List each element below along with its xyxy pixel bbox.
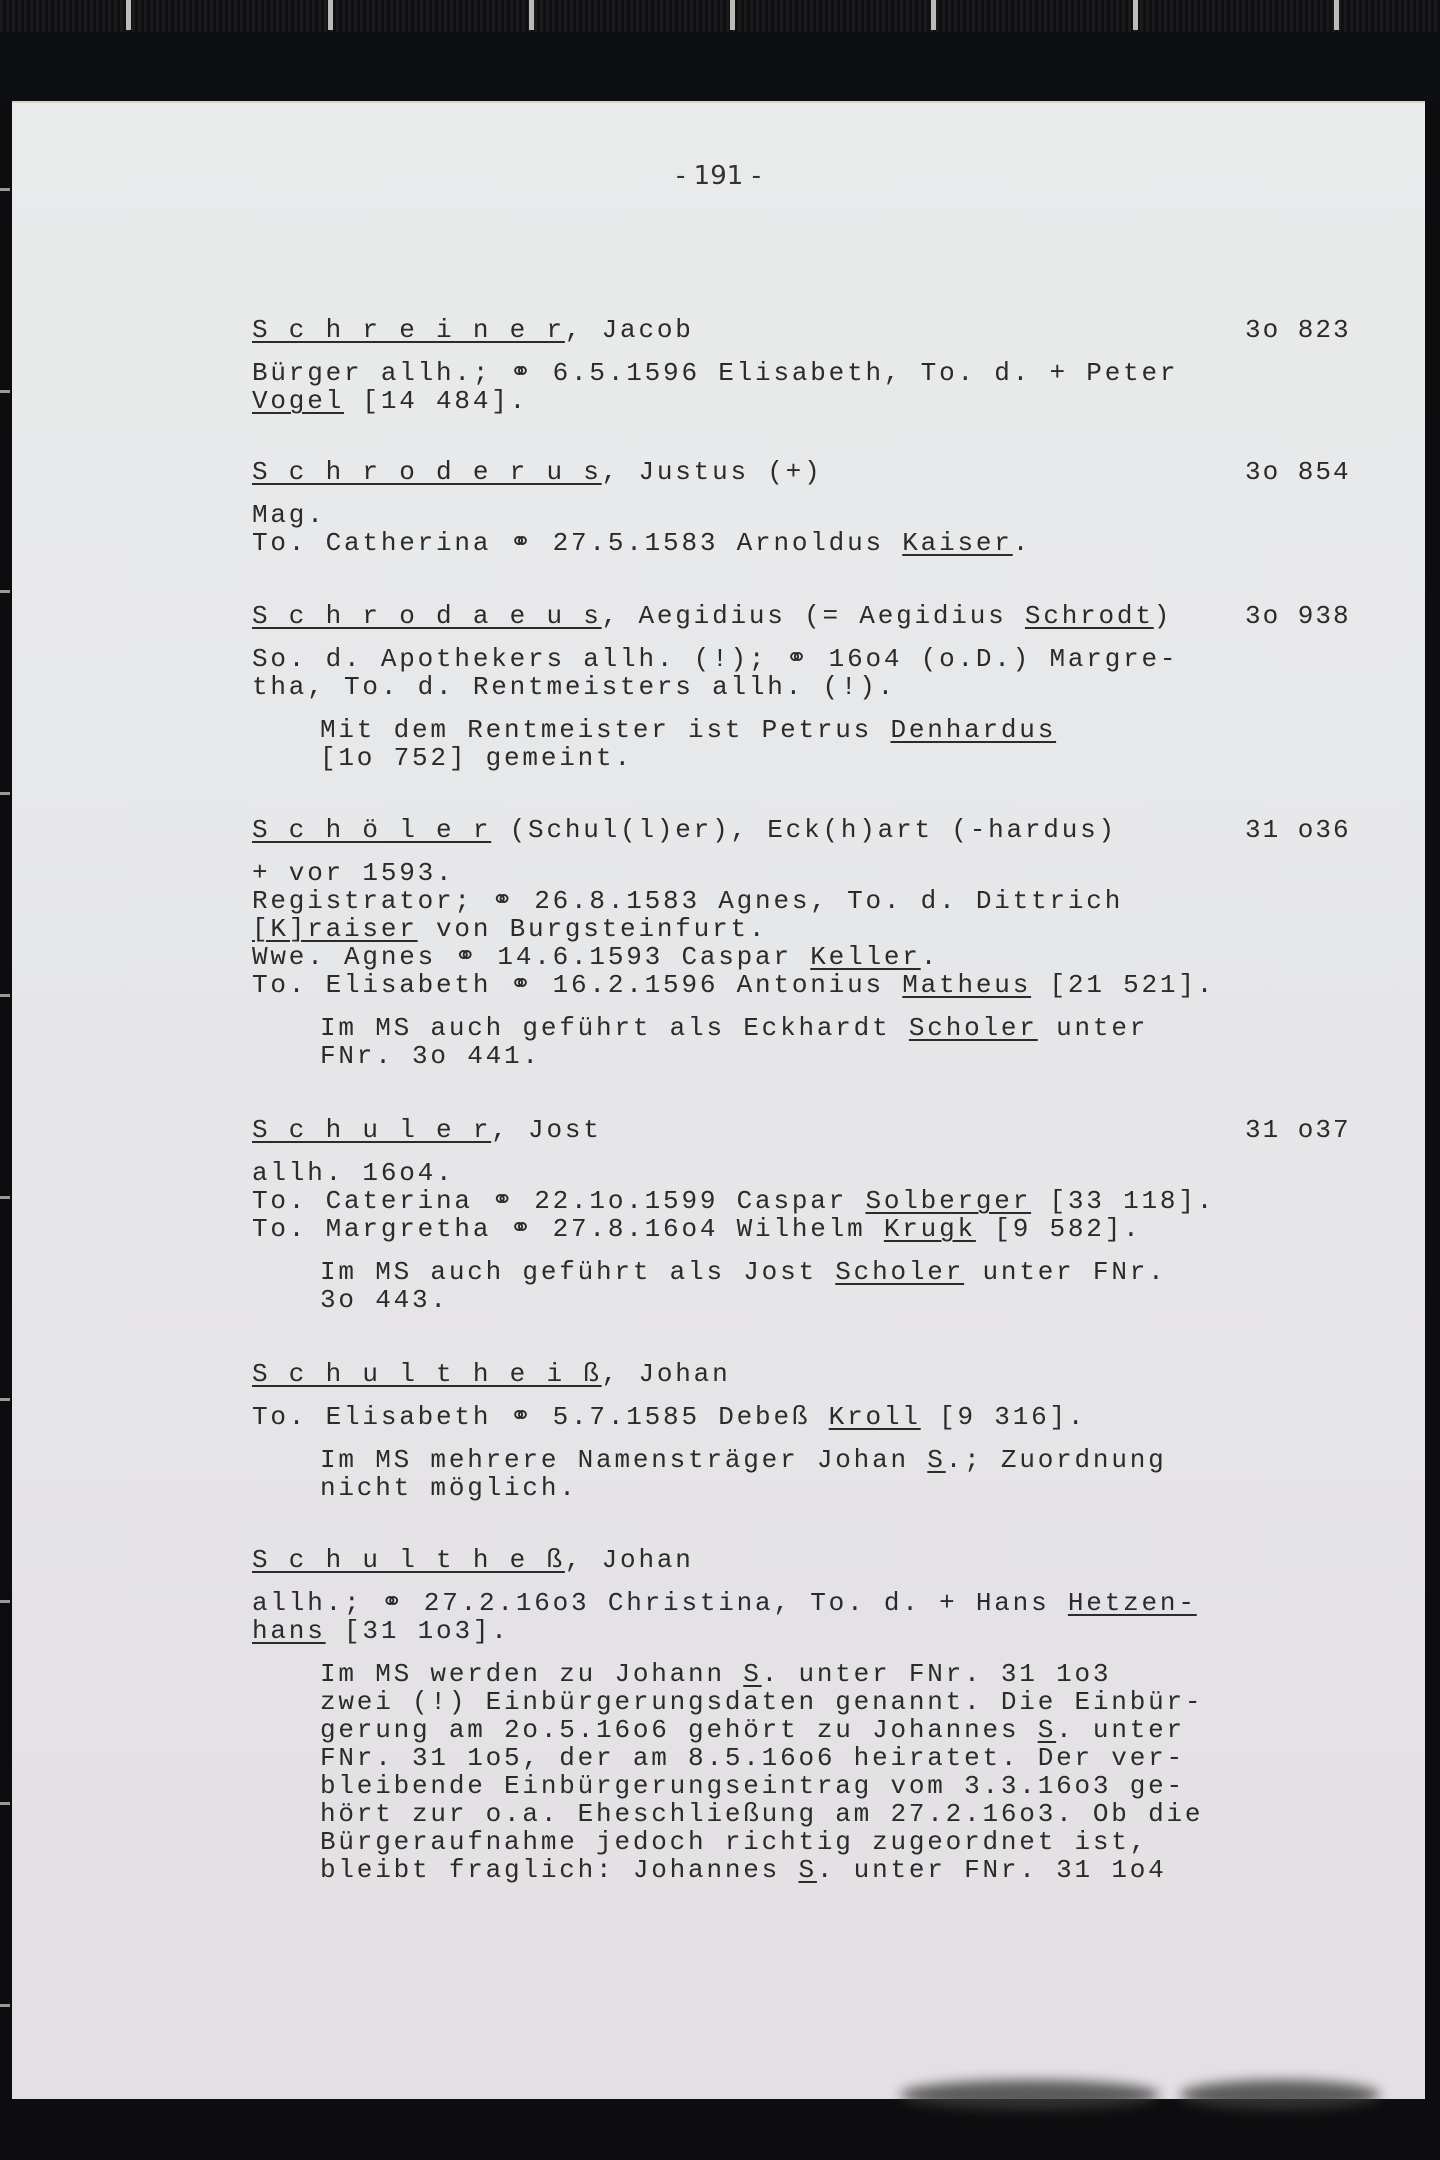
text-segment: hört zur o.a. Eheschließung am 27.2.16o3. Ob die	[320, 1799, 1204, 1829]
entry-heading	[252, 316, 694, 344]
entry-line	[252, 1617, 510, 1645]
entry-line	[252, 1159, 454, 1187]
text-segment: Im MS auch geführt als Jost	[320, 1257, 836, 1287]
given-name: , Johan	[564, 1545, 694, 1575]
text-segment: [9 316].	[920, 1402, 1087, 1432]
text-segment: .	[920, 942, 940, 972]
text-segment: nicht möglich.	[320, 1473, 578, 1503]
text-segment: + vor 1593.	[252, 858, 455, 888]
entry-line	[252, 1187, 1215, 1215]
entry-line	[252, 971, 1215, 999]
text-segment: . unter FNr. 31 1o4	[816, 1855, 1167, 1885]
entry-heading	[252, 1546, 694, 1574]
underlined-name: S	[798, 1855, 817, 1885]
family-number: 31 o37	[1245, 1115, 1351, 1145]
scan-shadow	[1180, 2080, 1380, 2110]
entry-note-line	[320, 1800, 1203, 1828]
entry-note-line	[320, 744, 633, 772]
film-mark	[529, 0, 534, 30]
entry-line	[252, 1589, 1197, 1617]
entry-line	[252, 359, 1178, 387]
page-number: - 191 -	[676, 161, 761, 191]
underlined-name: S	[1037, 1715, 1057, 1745]
text-segment: tha, To. d. Rentmeisters allh. (!).	[252, 672, 897, 702]
entry-heading	[252, 602, 1172, 630]
entry-note-line	[320, 1856, 1167, 1884]
entry-line	[252, 943, 939, 971]
surname-spaced: S c h r o d a e u s	[252, 601, 602, 631]
text-segment: Mag.	[252, 500, 326, 530]
text-segment: )	[1153, 601, 1173, 631]
entry-heading	[252, 458, 823, 486]
text-segment: Bürger allh.; ⚭ 6.5.1596 Elisabeth, To. d. + Peter	[252, 358, 1179, 388]
entry-line	[252, 387, 528, 415]
edge-tick	[0, 1196, 10, 1199]
entry-line	[252, 645, 1178, 673]
underlined-name: Scholer	[835, 1257, 965, 1287]
entry-note-line	[320, 1772, 1185, 1800]
edge-tick	[0, 2004, 10, 2007]
entry-note-line	[320, 716, 1056, 744]
entry-note-line	[320, 1014, 1148, 1042]
family-number: 3o 823	[1245, 315, 1351, 345]
text-segment: [31 1o3].	[325, 1616, 510, 1646]
surname-spaced: S c h r e i n e r	[252, 315, 565, 345]
scan-border	[0, 32, 1440, 102]
scan-shadow	[900, 2080, 1160, 2110]
text-segment: [21 521].	[1031, 970, 1216, 1000]
text-segment: bleibende Einbürgerungseintrag vom 3.3.16o3 ge-	[320, 1771, 1185, 1801]
entry-heading	[252, 1360, 730, 1388]
entry-note-line	[320, 1474, 578, 1502]
entry-note-line	[320, 1286, 449, 1314]
text-segment: allh. 16o4.	[252, 1158, 455, 1188]
underlined-name: Solberger	[865, 1186, 1032, 1216]
entry-line	[252, 529, 1031, 557]
entry-line	[252, 859, 454, 887]
given-name: , Aegidius (= Aegidius	[601, 601, 1025, 631]
underlined-name: Keller	[810, 942, 921, 972]
text-segment: .	[1012, 528, 1032, 558]
text-segment: allh.; ⚭ 27.2.16o3 Christina, To. d. + Hans	[252, 1588, 1068, 1618]
entry-heading	[252, 1116, 602, 1144]
text-segment: [1o 752] gemeint.	[320, 743, 633, 773]
entry-line	[252, 915, 767, 943]
edge-tick	[0, 1600, 10, 1603]
entry-line	[252, 501, 326, 529]
given-name: , Johan	[601, 1359, 731, 1389]
text-segment: So. d. Apothekers allh. (!); ⚭ 16o4 (o.D.) Margre-	[252, 644, 1179, 674]
text-segment: bleibt fraglich: Johannes	[320, 1855, 799, 1885]
underlined-name: Krugk	[883, 1214, 976, 1244]
edge-tick	[0, 1802, 10, 1805]
underlined-name: Kaiser	[902, 528, 1013, 558]
film-mark	[328, 0, 333, 30]
text-segment: Im MS werden zu Johann	[320, 1659, 744, 1689]
underlined-name: Matheus	[902, 970, 1032, 1000]
text-segment: Bürgeraufnahme jedoch richtig zugeordnet ist,	[320, 1827, 1149, 1857]
family-number: 3o 938	[1245, 601, 1351, 631]
text-segment: Wwe. Agnes ⚭ 14.6.1593 Caspar	[252, 942, 811, 972]
film-mark	[931, 0, 936, 30]
entry-note-line	[320, 1688, 1203, 1716]
film-mark	[1133, 0, 1138, 30]
text-segment: .; Zuordnung	[945, 1445, 1167, 1475]
entry-note-line	[320, 1744, 1185, 1772]
text-segment: To. Caterina ⚭ 22.1o.1599 Caspar	[252, 1186, 866, 1216]
text-segment: To. Elisabeth ⚭ 5.7.1585 Debeß	[252, 1402, 829, 1432]
text-segment: To. Margretha ⚭ 27.8.16o4 Wilhelm	[252, 1214, 884, 1244]
entry-note-line	[320, 1716, 1185, 1744]
text-segment: Registrator; ⚭ 26.8.1583 Agnes, To. d. Dittrich	[252, 886, 1124, 916]
given-name: , Justus (+)	[601, 457, 823, 487]
underlined-name: Hetzen-	[1067, 1588, 1197, 1618]
text-segment: . unter FNr. 31 1o3	[761, 1659, 1112, 1689]
entry-note-line	[320, 1042, 541, 1070]
given-name: , Jost	[491, 1115, 602, 1145]
surname-spaced: S c h r o d e r u s	[252, 457, 602, 487]
text-segment: unter	[1037, 1013, 1149, 1043]
text-segment: . unter	[1056, 1715, 1185, 1745]
edge-tick	[0, 994, 10, 997]
film-strip	[0, 0, 1440, 32]
entry-note-line	[320, 1828, 1148, 1856]
surname-spaced: S c h ö l e r	[252, 815, 492, 845]
edge-tick	[0, 792, 10, 795]
underlined-name: Vogel	[252, 386, 345, 416]
given-name: , Jacob	[564, 315, 694, 345]
film-mark	[126, 0, 131, 30]
text-segment: [33 118].	[1031, 1186, 1216, 1216]
edge-tick	[0, 390, 10, 393]
text-segment: To. Catherina ⚭ 27.5.1583 Arnoldus	[252, 528, 903, 558]
edge-tick	[0, 188, 10, 191]
text-segment: von Burgsteinfurt.	[417, 914, 768, 944]
text-segment: [9 582].	[975, 1214, 1142, 1244]
text-segment: FNr. 31 1o5, der am 8.5.16o6 heiratet. Der ver-	[320, 1743, 1185, 1773]
text-segment: gerung am 2o.5.16o6 gehört zu Johannes	[320, 1715, 1038, 1745]
underlined-name: Kroll	[828, 1402, 921, 1432]
underlined-name: hans	[252, 1616, 326, 1646]
document-page	[12, 101, 1425, 2099]
text-segment: Im MS mehrere Namensträger Johan	[320, 1445, 928, 1475]
given-name: (Schul(l)er), Eck(h)art (-hardus)	[491, 815, 1117, 845]
surname-spaced: S c h u l t h e i ß	[252, 1359, 602, 1389]
surname-spaced: S c h u l e r	[252, 1115, 492, 1145]
text-segment: 3o 443.	[320, 1285, 449, 1315]
entry-heading	[252, 816, 1117, 844]
text-segment: [14 484].	[344, 386, 529, 416]
text-segment: Mit dem Rentmeister ist Petrus	[320, 715, 891, 745]
film-mark	[1334, 0, 1339, 30]
entry-line	[252, 673, 896, 701]
underlined-name: Denhardus	[890, 715, 1057, 745]
text-segment: Im MS auch geführt als Eckhardt	[320, 1013, 909, 1043]
text-segment: To. Elisabeth ⚭ 16.2.1596 Antonius	[252, 970, 903, 1000]
family-number: 3o 854	[1245, 457, 1351, 487]
surname-spaced: S c h u l t h e ß	[252, 1545, 565, 1575]
family-number: 31 o36	[1245, 815, 1351, 845]
alias-name: Schrodt	[1024, 601, 1154, 631]
entry-line	[252, 887, 1123, 915]
underlined-name: S	[743, 1659, 762, 1689]
entry-note-line	[320, 1660, 1111, 1688]
edge-tick	[0, 1398, 10, 1401]
underlined-name: S	[927, 1445, 946, 1475]
text-segment: unter FNr.	[964, 1257, 1167, 1287]
entry-note-line	[320, 1258, 1167, 1286]
edge-tick	[0, 590, 10, 593]
text-segment: FNr. 3o 441.	[320, 1041, 541, 1071]
entry-line	[252, 1215, 1142, 1243]
entry-note-line	[320, 1446, 1167, 1474]
underlined-name: [K]raiser	[252, 914, 418, 944]
underlined-name: Scholer	[908, 1013, 1038, 1043]
film-mark	[730, 0, 735, 30]
entry-line	[252, 1403, 1086, 1431]
text-segment: zwei (!) Einbürgerungsdaten genannt. Die Einbür-	[320, 1687, 1204, 1717]
